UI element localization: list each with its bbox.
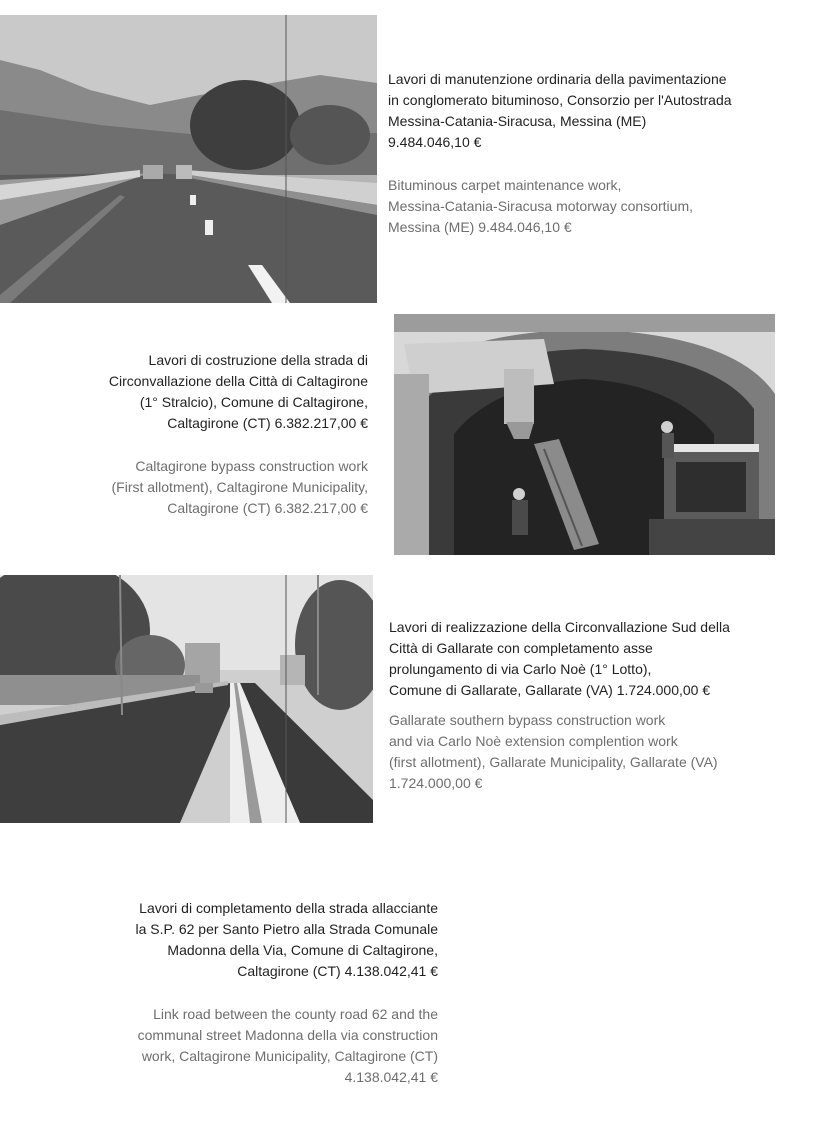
bypass-road-photo: [0, 575, 373, 823]
text-line: (1° Stralcio), Comune di Caltagirone,: [139, 394, 368, 410]
text-line: work, Caltagirone Municipality, Caltagirone (CT): [141, 1048, 438, 1064]
text-line: la S.P. 62 per Santo Pietro alla Strada Comunale: [135, 921, 438, 937]
text-line: Comune di Gallarate, Gallarate (VA) 1.724.000,00 €: [389, 682, 711, 698]
project-2-text: [109, 350, 368, 519]
project-3-text: [389, 617, 730, 794]
project-4-text: [136, 898, 438, 1088]
text-line: Messina-Catania-Siracusa, Messina (ME): [388, 113, 647, 129]
text-line: Link road between the county road 62 and the: [153, 1006, 438, 1022]
text-line: 9.484.046,10 €: [388, 134, 482, 150]
text-line: Caltagirone (CT) 6.382.217,00 €: [167, 415, 368, 431]
text-line: in conglomerato bituminoso, Consorzio per l'Autostrada: [388, 92, 732, 108]
project-2-italian-description: [109, 350, 368, 434]
text-line: Città di Gallarate con completamento asse: [389, 640, 653, 656]
text-line: and via Carlo Noè extension complention work: [389, 733, 678, 749]
text-line: Lavori di manutenzione ordinaria della pavimentazione: [388, 71, 727, 87]
project-1-text: [388, 69, 732, 238]
project-3-italian-description: [389, 617, 730, 701]
text-line: 1.724.000,00 €: [389, 775, 483, 791]
project-4-italian-description: [136, 898, 438, 982]
text-line: Caltagirone (CT) 6.382.217,00 €: [167, 500, 368, 516]
motorway-photo: [0, 15, 377, 303]
text-line: Circonvallazione della Città di Caltagirone: [108, 373, 368, 389]
text-line: Lavori di realizzazione della Circonvallazione Sud della: [389, 619, 730, 635]
text-line: Messina-Catania-Siracusa motorway consortium,: [388, 198, 693, 214]
text-line: 4.138.042,41 €: [344, 1069, 438, 1085]
project-1-english-description: [388, 175, 732, 238]
project-1-italian-description: [388, 69, 732, 153]
tunnel-photo: [394, 314, 775, 555]
project-2-english-description: [109, 456, 368, 519]
project-4-english-description: [136, 1004, 438, 1088]
project-3-english-description: [389, 710, 730, 794]
text-line: Gallarate southern bypass construction work: [389, 712, 666, 728]
text-line: Caltagirone (CT) 4.138.042,41 €: [237, 963, 438, 979]
text-line: prolungamento di via Carlo Noè (1° Lotto),: [389, 661, 652, 677]
text-line: Lavori di costruzione della strada di: [148, 352, 368, 368]
text-line: Bituminous carpet maintenance work,: [388, 177, 622, 193]
text-line: Caltagirone bypass construction work: [135, 458, 368, 474]
text-line: Lavori di completamento della strada allacciante: [139, 900, 438, 916]
text-line: Madonna della Via, Comune di Caltagirone,: [167, 942, 438, 958]
text-line: (First allotment), Caltagirone Municipality,: [111, 479, 368, 495]
text-line: (first allotment), Gallarate Municipality, Gallarate (VA): [389, 754, 718, 770]
text-line: communal street Madonna della via construction: [137, 1027, 438, 1043]
text-line: Messina (ME) 9.484.046,10 €: [388, 219, 572, 235]
